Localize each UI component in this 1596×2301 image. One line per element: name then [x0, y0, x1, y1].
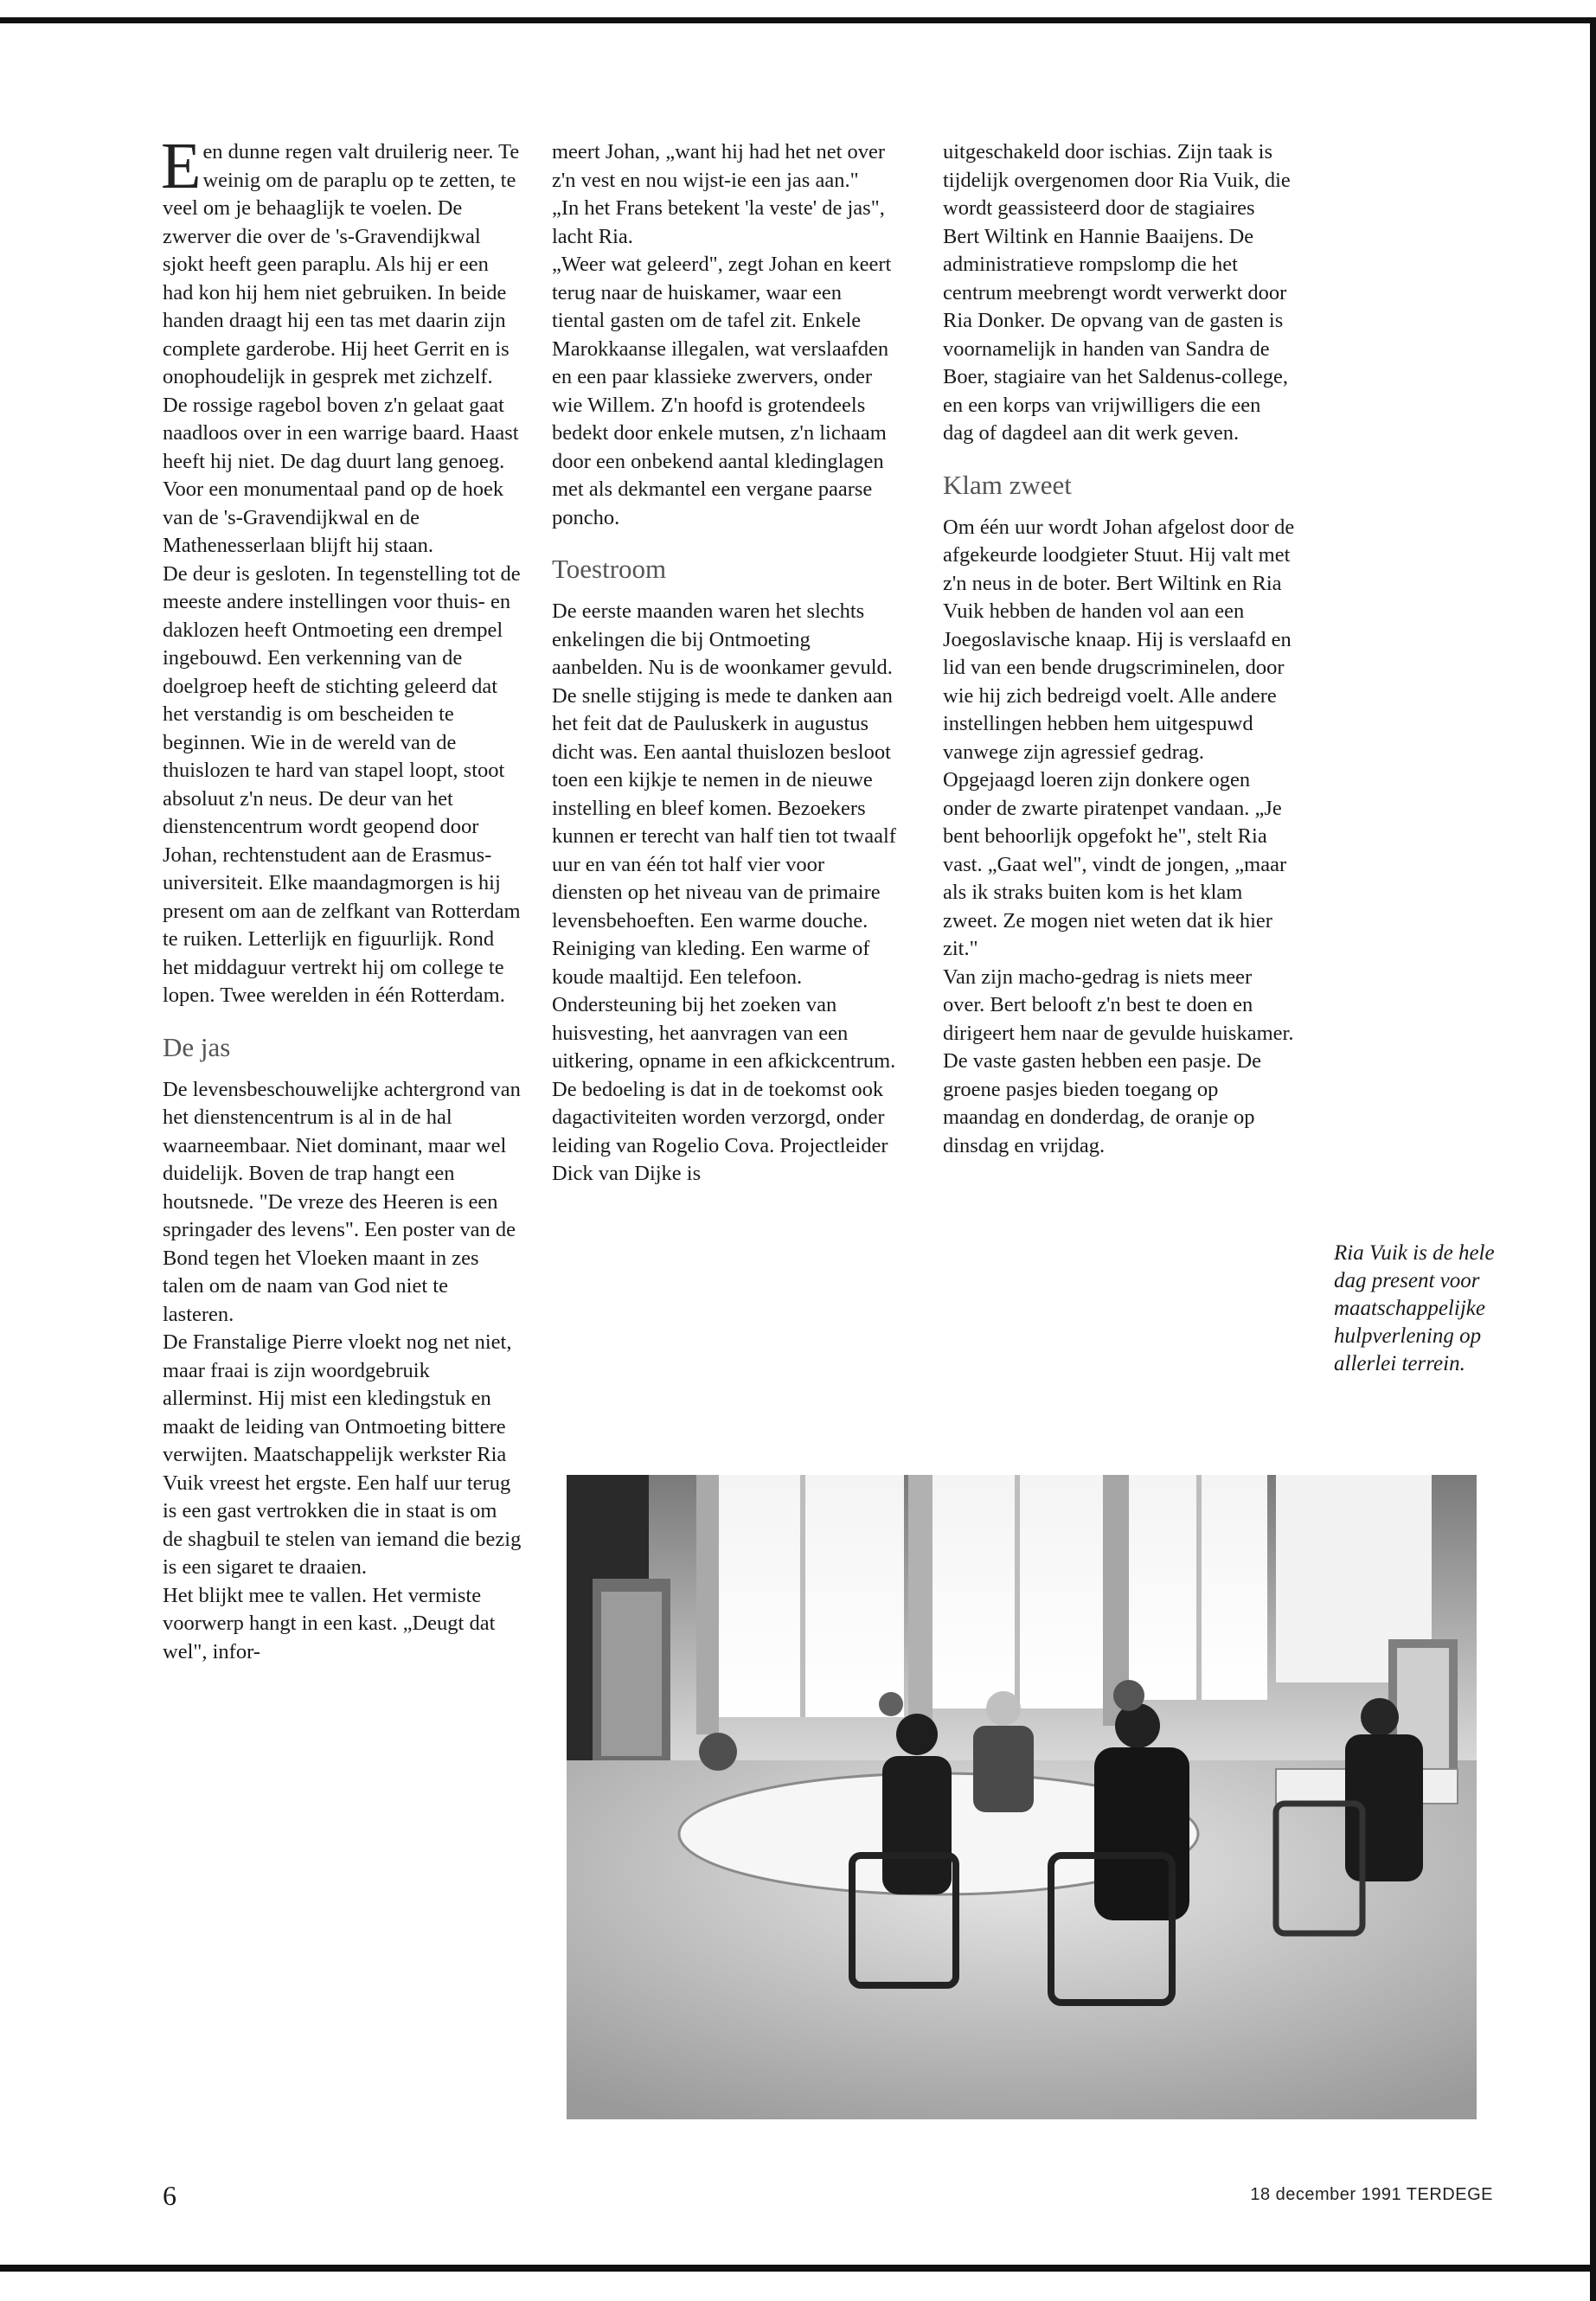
subheading-klam-zweet: Klam zweet: [943, 469, 1072, 500]
drop-cap: E: [161, 130, 202, 202]
paragraph: „Weer wat geleerd", zegt Johan en keert terug naar de huiskamer, waar een tiental gasten om de tafel zit. Enkele Marokkaanse illegalen, wat verslaafden en een paar klassieke zwervers, onder wie Willem. Z'n hoofd is grotendeels bedekt door enkele mutsen, z'n lichaam door een onbekend aantal kledinglagen met als dekmantel een vergane paarse poncho.: [552, 253, 892, 529]
subheading-toestroom: Toestroom: [552, 554, 667, 584]
paragraph: De deur is gesloten. In tegenstelling tot de meeste andere instellingen voor thuis- en daklozen heeft Ontmoeting een drempel ingebouwd. Een verkenning van de doelgroep heeft de stichting geleerd dat het verstandig is om bescheiden te beginnen. Wie in de wereld van de thuislozen te hard van stapel loopt, stoot absoluut z'n neus. De deur van het dienstencentrum wordt geopend door Johan, rechtenstudent aan de Erasmus-universiteit. Elke maandagmorgen is hij present om aan de zelfkant van Rotterdam te ruiken. Letterlijk en figuurlijk. Rond het middaguur vertrekt hij om college te lopen. Twee werelden in één Rotterdam.: [163, 561, 521, 1007]
right-border: [1590, 17, 1596, 2301]
paragraph: meert Johan, „want hij had het net over z'n vest en nou wijst-ie een jas aan.": [552, 140, 886, 192]
paragraph: Het blijkt mee te vallen. Het vermiste voorwerp hangt in een kast. „Deugt dat wel", infor-: [163, 1583, 496, 1663]
paragraph: „In het Frans betekent 'la veste' de jas", lacht Ria.: [552, 196, 885, 248]
subheading-de-jas: De jas: [163, 1031, 231, 1062]
page-number: 6: [163, 2180, 176, 2211]
paragraph: Om één uur wordt Johan afgelost door de afgekeurde loodgieter Stuut. Hij valt met z'n neus in de boter. Bert Wiltink en Ria Vuik hebben de handen vol aan een Joegoslavische knaap. Hij is verslaafd en lid van een bende drugscriminelen, door wie hij zich bedreigd voelt. Alle andere instellingen hebben hem uitgespuwd vanwege zijn agressief gedrag. Opgejaagd loeren zijn donkere ogen onder de zwarte piratenpet vandaan. „Je bent behoorlijk opgefokt he", stelt Ria vast. „Gaat wel", vindt de jongen, „maar als ik straks buiten kom is het klam zweet. Ze mogen niet weten dat ik hier zit.": [943, 515, 1295, 960]
photo-caption: Ria Vuik is de hele dag present voor maatschappelijke hulpverlening op allerlei terrein.: [1334, 1241, 1495, 1375]
paragraph: uitgeschakeld door ischias. Zijn taak is tijdelijk overgenomen door Ria Vuik, die wordt geassisteerd door de stagiaires Bert Wiltink en Hannie Baaijens. De administratieve rompslomp die het centrum meebrengt wordt verwerkt door Ria Donker. De opvang van de gasten is voornamelijk in handen van Sandra de Boer, stagiaire van het Saldenus-college, en een korps van vrijwilligers die een dag of dagdeel aan dit werk geven.: [943, 140, 1291, 445]
issue-footer: 18 december 1991 TERDEGE: [1250, 2185, 1493, 2204]
paragraph: De levensbeschouwelijke achtergrond van het dienstencentrum is al in de hal waarneembaar. Niet dominant, maar wel duidelijk. Boven de trap hangt een houtsnede. "De vreze des Heeren is een springader des levens". Een poster van de Bond tegen het Vloeken maant in zes talen om de naam van God niet te lasteren.: [163, 1077, 521, 1326]
photo-dayroom: [567, 1475, 1477, 2119]
paragraph: De eerste maanden waren het slechts enkelingen die bij Ontmoeting aanbelden. Nu is de woonkamer gevuld. De snelle stijging is mede te danken aan het feit dat de Pauluskerk in augustus dicht was. Een aantal thuislozen besloot toen een kijkje te nemen in de nieuwe instelling en bleef komen. Bezoekers kunnen er terecht van half tien tot twaalf uur en van één tot half vier voor diensten op het niveau van de primaire levensbehoeften. Een warme douche. Reiniging van kleding. Een warme of koude maaltijd. Een telefoon. Ondersteuning bij het zoeken van huisvesting, het aanvragen van een uitkering, opname in een afkickcentrum. De bedoeling is dat in de toekomst ook dagactiviteiten worden verzorgd, onder leiding van Rogelio Cova. Projectleider Dick van Dijke is: [552, 599, 896, 1185]
paragraph: De Franstalige Pierre vloekt nog net niet, maar fraai is zijn woordgebruik allerminst. Hij mist een kledingstuk en maakt de leiding van Ontmoeting bittere verwijten. Maatschappelijk werkster Ria Vuik vreest het ergste. Een half uur terug is een gast vertrokken die in staat is om de shagbuil te stelen van iemand die bezig is een sigaret te draaien.: [163, 1330, 522, 1579]
paragraph: Van zijn macho-gedrag is niets meer over. Bert belooft z'n best te doen en dirigeert hem naar de gevulde huiskamer. De vaste gasten hebben een pasje. De groene pasjes bieden toegang op maandag en donderdag, de oranje op dinsdag en vrijdag.: [943, 965, 1294, 1157]
article-column-3: [943, 138, 1296, 1160]
bottom-border: [0, 2265, 1596, 2272]
intro-paragraph: Een dunne regen valt druilerig neer. Te weinig om de paraplu op te zetten, te veel om je behaaglijk te voelen. De zwerver die over de 's-Gravendijkwal sjokt heeft geen paraplu. Als hij er een had kon hij hem niet gebruiken. In beide handen draagt hij een tas met daarin zijn complete garderobe. Hij heet Gerrit en is onophoudelijk in gesprek met zichzelf. De rossige ragebol boven z'n gelaat gaat naadloos over in een warrige baard. Haast heeft hij niet. De dag duurt lang genoeg. Voor een monumentaal pand op de hoek van de 's-Gravendijkwal en de Mathenesserlaan blijft hij staan.: [161, 130, 520, 557]
photo-image: [567, 1475, 1477, 2119]
top-border: [0, 17, 1596, 23]
article-column-1: [161, 130, 522, 1666]
article-column-2: [552, 138, 898, 1189]
